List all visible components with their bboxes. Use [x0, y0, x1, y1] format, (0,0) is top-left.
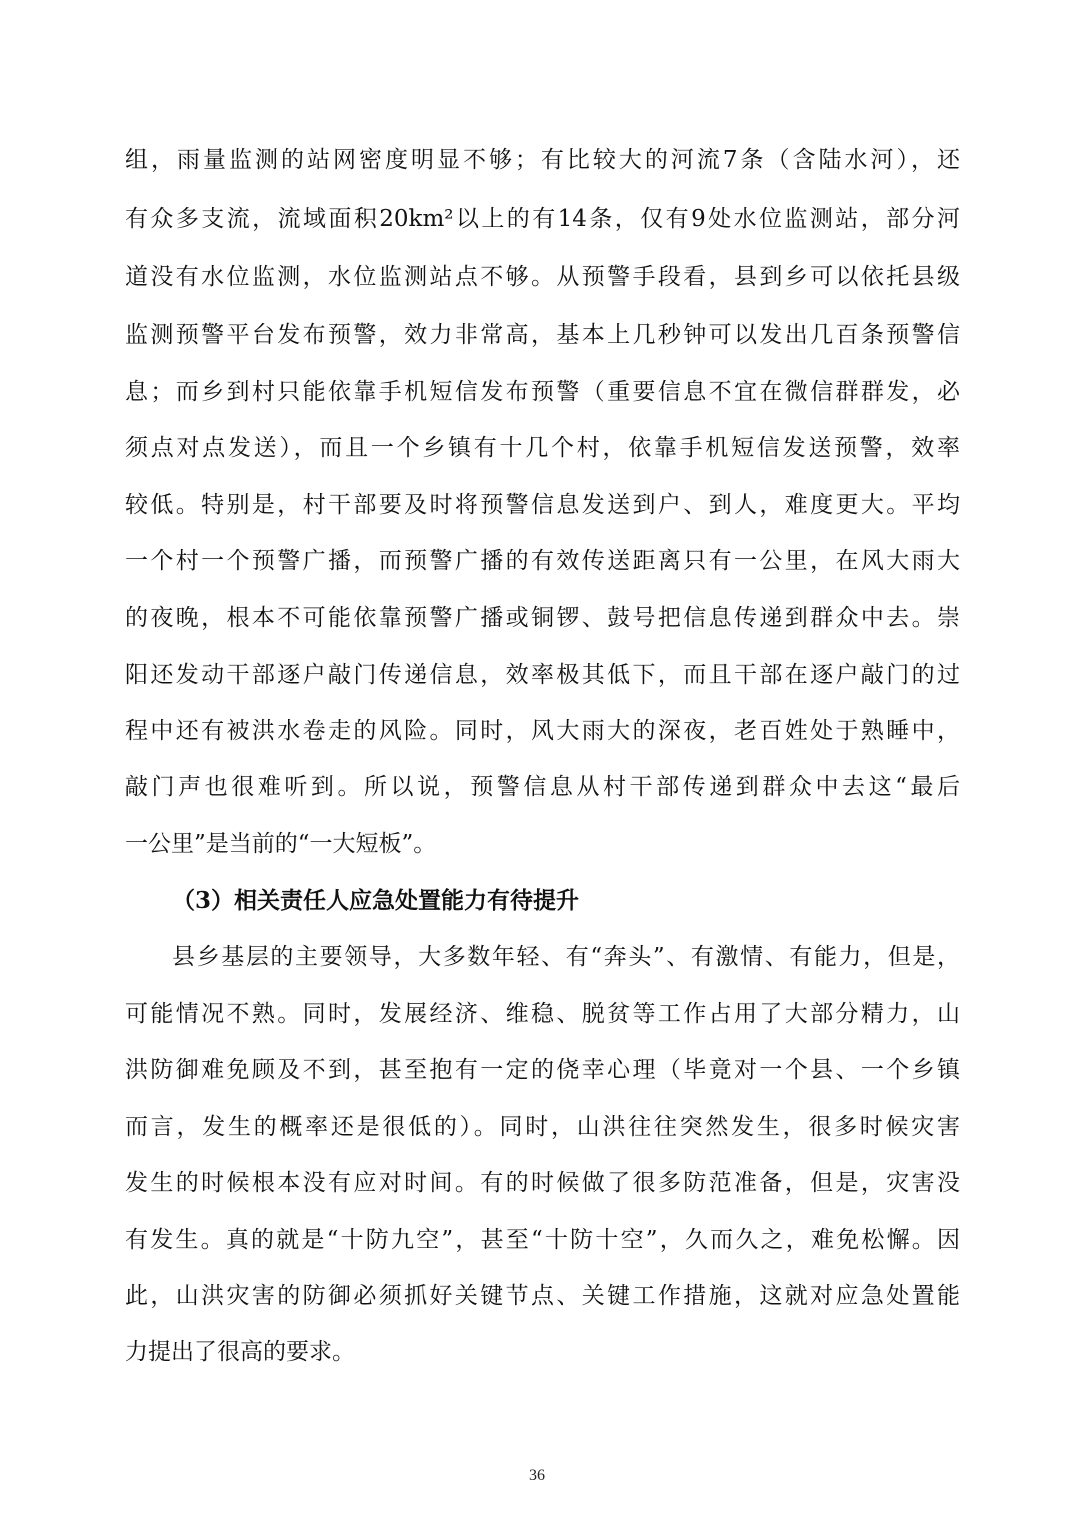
paragraph-line: 可能情况不熟。同时，发展经济、维稳、脱贫等工作占用了大部分精力，山: [125, 1001, 960, 1027]
paragraph-line: 程中还有被洪水卷走的风险。同时，风大雨大的深夜，老百姓处于熟睡中，: [125, 718, 960, 744]
paragraph-line: 有众多支流，流域面积20km²以上的有14条，仅有9处水位监测站，部分河: [125, 206, 960, 232]
section-heading: （3）相关责任人应急处置能力有待提升: [172, 887, 580, 914]
paragraph-line: 息；而乡到村只能依靠手机短信发布预警（重要信息不宜在微信群群发，必: [125, 379, 960, 405]
paragraph-line: 发生的时候根本没有应对时间。有的时候做了很多防范准备，但是，灾害没: [125, 1170, 960, 1196]
paragraph-line: 一个村一个预警广播，而预警广播的有效传送距离只有一公里，在风大雨大: [125, 548, 960, 574]
paragraph-line: 较低。特别是，村干部要及时将预警信息发送到户、到人，难度更大。平均: [125, 492, 960, 518]
paragraph-line: 敲门声也很难听到。所以说，预警信息从村干部传递到群众中去这“最后: [125, 774, 960, 800]
paragraph-line: 洪防御难免顾及不到，甚至抱有一定的侥幸心理（毕竟对一个县、一个乡镇: [125, 1057, 960, 1083]
page-number: 36: [529, 1467, 545, 1484]
paragraph-line: 力提出了很高的要求。: [125, 1339, 355, 1365]
paragraph-line: 组，雨量监测的站网密度明显不够；有比较大的河流7条（含陆水河），还: [125, 147, 960, 173]
paragraph-line: 的夜晚，根本不可能依靠预警广播或铜锣、鼓号把信息传递到群众中去。崇: [125, 605, 960, 631]
paragraph-line: 县乡基层的主要领导，大多数年轻、有“奔头”、有激情、有能力，但是，: [172, 944, 960, 970]
paragraph-line: 而言，发生的概率还是很低的）。同时，山洪往往突然发生，很多时候灾害: [125, 1114, 960, 1140]
paragraph-line: 监测预警平台发布预警，效力非常高，基本上几秒钟可以发出几百条预警信: [125, 322, 960, 348]
paragraph-line: 道没有水位监测，水位监测站点不够。从预警手段看，县到乡可以依托县级: [125, 264, 960, 290]
paragraph-line: 此，山洪灾害的防御必须抓好关键节点、关键工作措施，这就对应急处置能: [125, 1283, 960, 1309]
paragraph-line: 阳还发动干部逐户敲门传递信息，效率极其低下，而且干部在逐户敲门的过: [125, 662, 960, 688]
paragraph-line: 有发生。真的就是“十防九空”，甚至“十防十空”，久而久之，难免松懈。因: [125, 1227, 960, 1253]
paragraph-line: 须点对点发送），而且一个乡镇有十几个村，依靠手机短信发送预警，效率: [125, 435, 960, 461]
paragraph-line: 一公里”是当前的“一大短板”。: [125, 831, 437, 857]
